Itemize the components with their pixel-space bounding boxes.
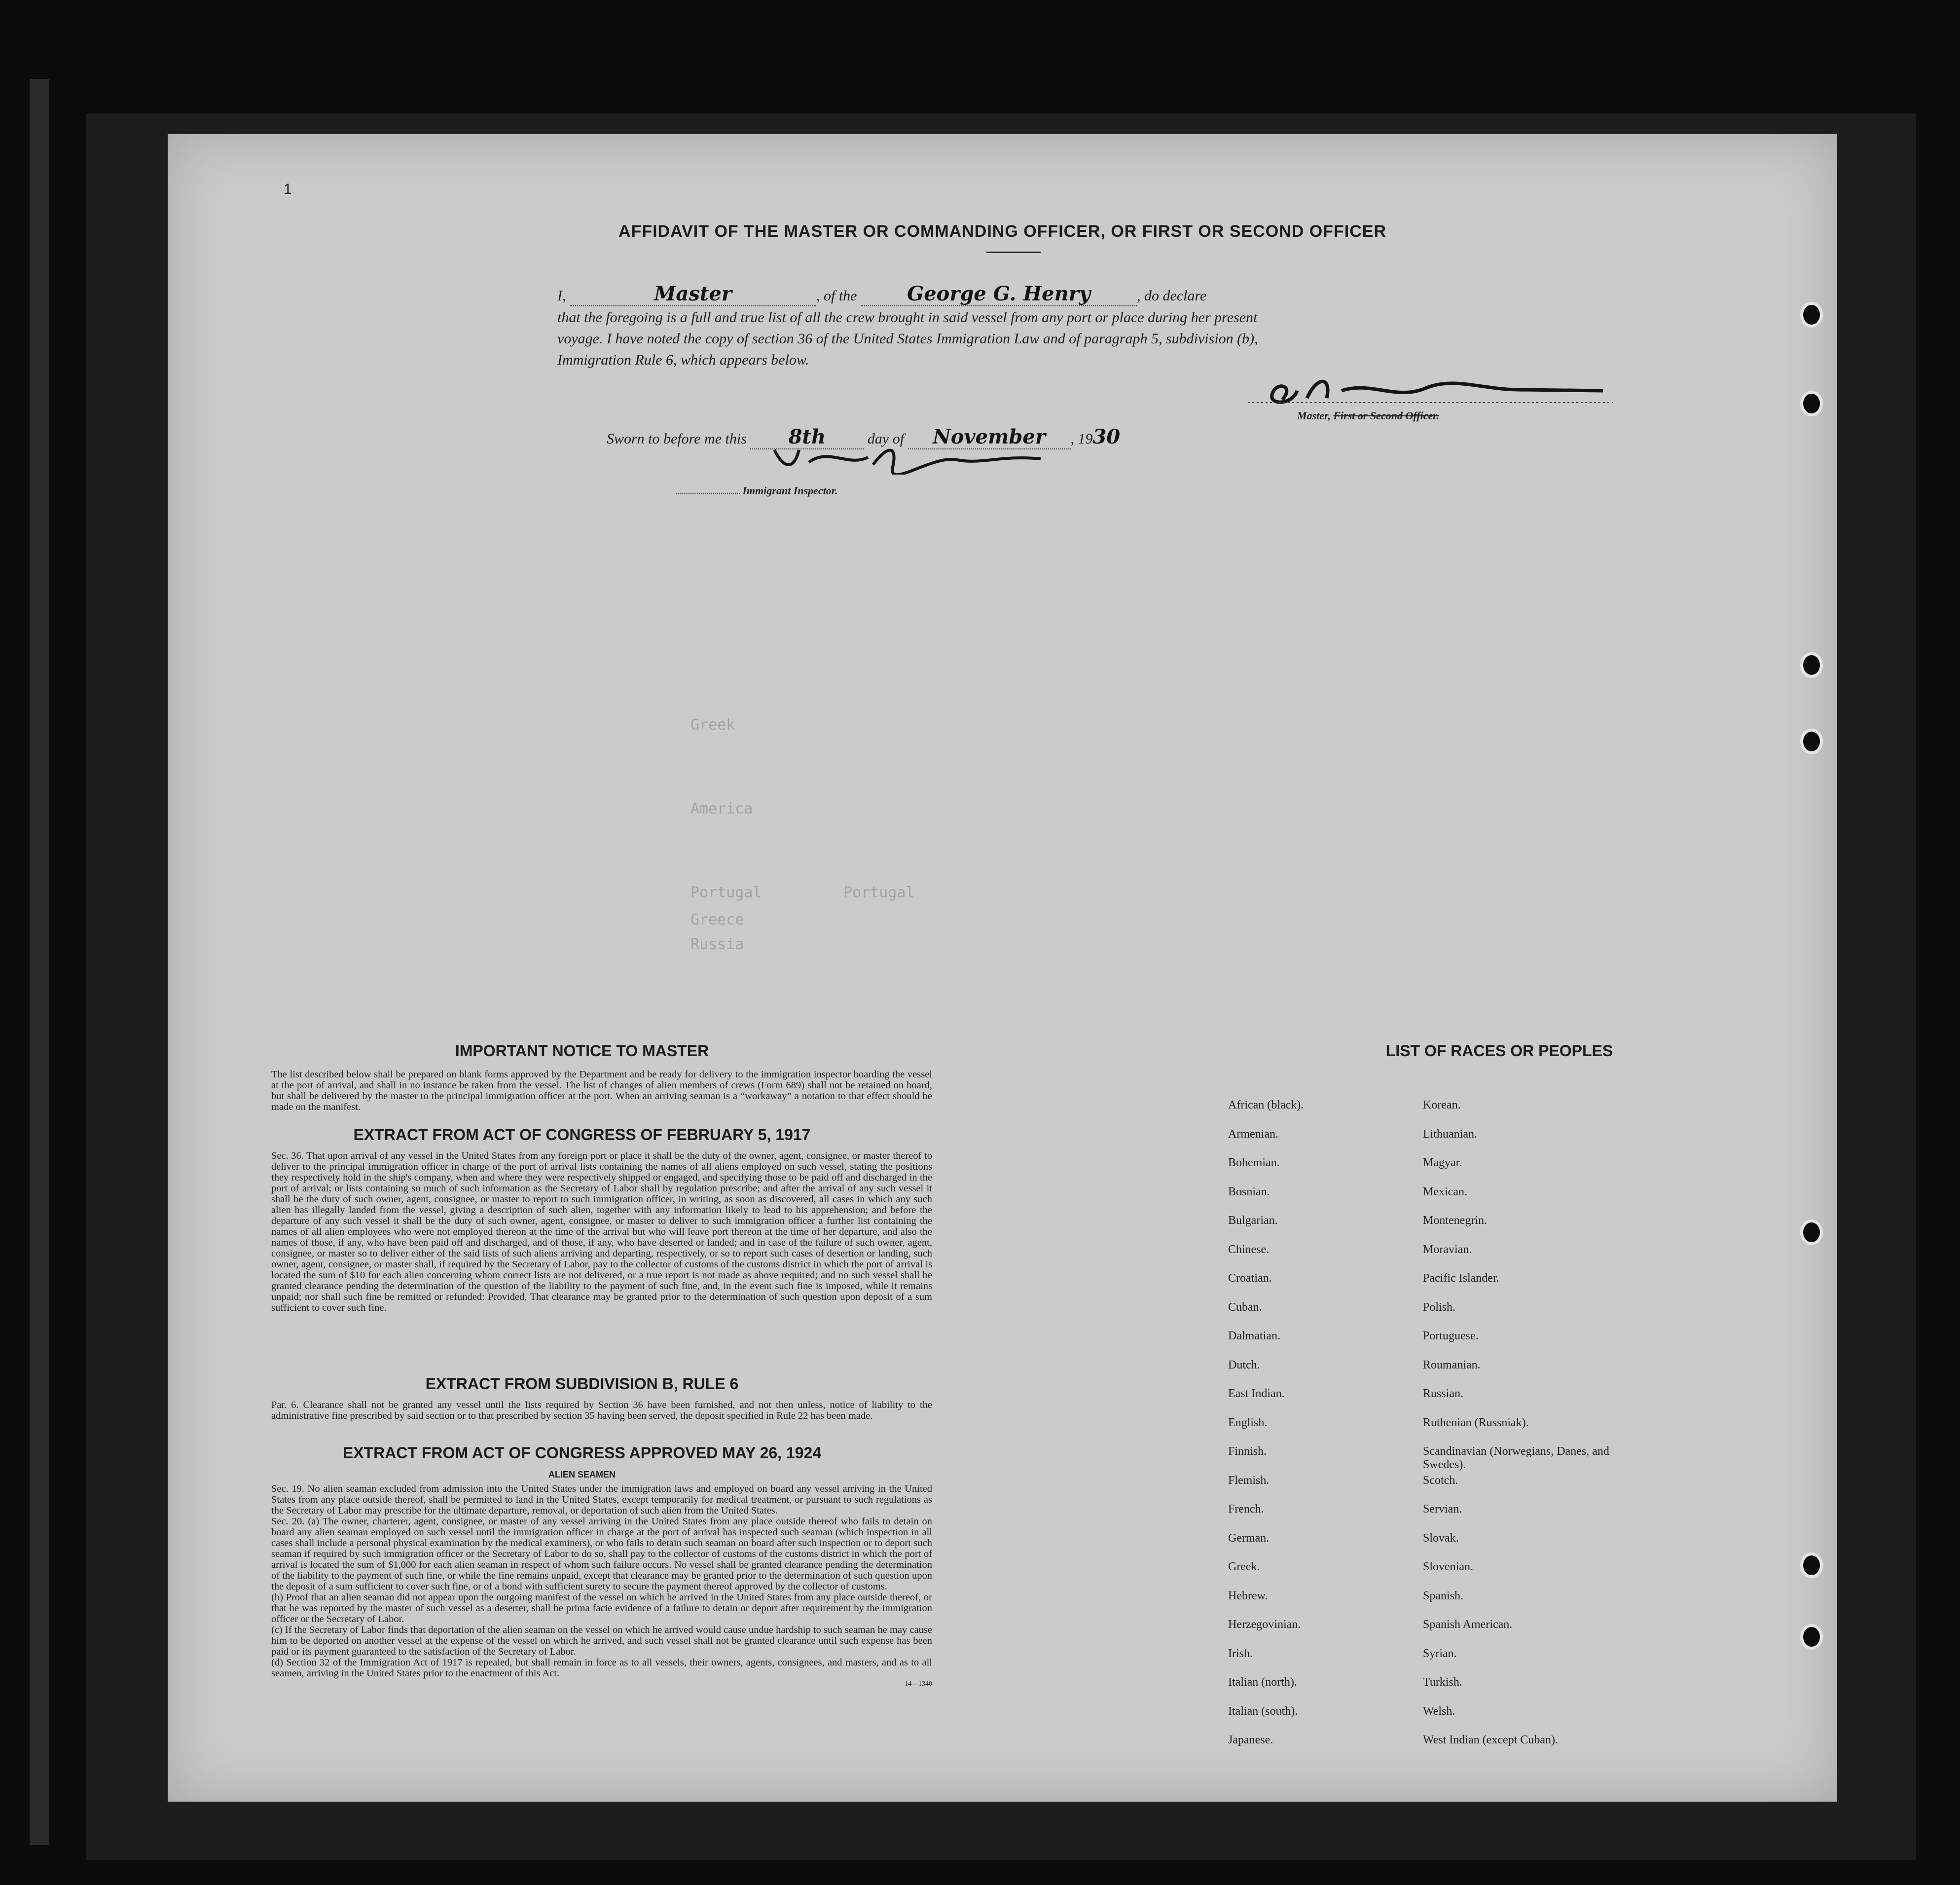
race-item: Scandinavian (Norwegians, Danes, and Swedes).	[1423, 1445, 1609, 1471]
title-rule	[986, 252, 1041, 253]
manifest-page	[168, 134, 1837, 1802]
affidavit-title: AFFIDAVIT OF THE MASTER OR COMMANDING OFFICER, OR FIRST OR SECOND OFFICER	[618, 222, 1386, 241]
extract-1917-text: Sec. 36. That upon arrival of any vessel in the United States from any foreign port or place it shall be the duty of the owner, agent, consignee, or master thereof to deliver to the principal immigration officer in charge of the port of arrival lists containing the names of all aliens employed on such vessel, stating the positions they respectively hold in the ship's company, when and where they were respectively shipped or engaged, and specifying those to be paid off and discharged in the port of arrival; or lists containing so much of such information as the Secretary of Labor shall by regulation prescribe; and after the arrival of any such vessel it shall be the duty of such owner, agent, consignee, or master to report to such immigration officer, in writing, as soon as discovered, all cases in which any such alien has illegally landed from the vessel, giving a description of such alien, together with any information likely to lead to his apprehension; and before the departure of any such vessel it shall be the duty of such owner, agent, consignee, or master to deliver to such immigration officer a further list containing the names of all alien employees who were not employed thereon at the time of the arrival but who will leave port thereon at the time of her departure, and also the names of those, if any, who have been paid off and discharged, and of those, if any, who have deserted or landed; and in case of the failure of such owner, agent, consignee, or master so to deliver either of the said lists of such aliens arriving and departing, respectively, or so to report such cases of desertion or landing, such owner, agent, consignee, or master shall, if required by the Secretary of Labor, pay to the collector of customs of the customs district in which the port of arrival is located the sum of $10 for each alien concerning whom correct lists are not delivered, or a true report is not made as above required; and no such vessel shall be granted clearance pending the determination of the question of the liability to the payment of such fine, and, in the event such fine is imposed, while it remains unpaid; nor shall such fine be remitted or refunded: Provided, That clearance may be granted prior to the determination of such question upon deposit of a sum sufficient to cover such fine.	[271, 1150, 932, 1313]
inspector-dotted-line	[676, 493, 740, 494]
form-code: 14—1340	[905, 1680, 932, 1688]
races-title: LIST OF RACES OR PEOPLES	[1385, 1042, 1613, 1060]
race-item: Mexican.	[1423, 1185, 1467, 1198]
race-item: Herzegovinian.	[1228, 1618, 1301, 1631]
race-item: Bulgarian.	[1228, 1214, 1278, 1227]
race-item: Roumanian.	[1423, 1359, 1481, 1371]
bleed-through-text: Portugal	[690, 884, 762, 901]
race-item: West Indian (except Cuban).	[1423, 1734, 1558, 1746]
binder-hole	[1800, 1552, 1823, 1578]
struck-officer-caption: First or Second Officer.	[1333, 409, 1440, 422]
race-item: Greek.	[1228, 1560, 1260, 1573]
race-item: Croatian.	[1228, 1272, 1272, 1285]
race-item: Italian (south).	[1228, 1705, 1298, 1718]
affidavit-i: I,	[557, 288, 566, 304]
sworn-day-handwritten: 8th	[750, 425, 864, 449]
sworn-month-handwritten: November	[908, 425, 1071, 449]
master-signature	[1248, 371, 1623, 410]
race-item: Italian (north).	[1228, 1676, 1297, 1689]
sec-20c: (c) If the Secretary of Labor finds that deportation of the alien seaman on the vessel on which he arrived would cause undue hardship to such seaman he may cause him to be deported on another vessel at the expense of the vessel on which he arrived, and such vessel shall not be granted clearance until such expense has been paid or its payment guaranteed to the satisfaction of the Secretary of Labor.	[271, 1625, 932, 1657]
sec-20b: (b) Proof that an alien seaman did not appear upon the outgoing manifest of the vessel on which he arrived in the United States from any place outside thereof, or that he was reported by the master of such vessel as a deserter, shall be prima facie evidence of a failure to detain or deport after requirement by the immigration officer or the Secretary of Labor.	[271, 1592, 932, 1625]
binder-hole	[1800, 652, 1823, 678]
of-the-text: , of the	[816, 288, 857, 304]
do-declare-text: , do declare	[1137, 288, 1207, 304]
race-item: Irish.	[1228, 1647, 1253, 1660]
race-item: Turkish.	[1423, 1676, 1462, 1689]
day-of-text: day of	[867, 431, 905, 447]
race-item: Japanese.	[1228, 1734, 1273, 1746]
rule6-text: Par. 6. Clearance shall not be granted any vessel until the lists required by Section 36 have been furnished, and not then unless, notice of liability to the administrative fine prescribed by said section or to that prescribed by section 35 having been served, the deposit specified in Rule 22 has been made.	[271, 1400, 932, 1421]
affidavit-line-2: that the foregoing is a full and true list of all the crew brought in said vessel from any port or place during her present	[557, 309, 1258, 326]
race-item: Slovak.	[1423, 1532, 1459, 1545]
race-item: Hebrew.	[1228, 1589, 1268, 1602]
race-item: Russian.	[1423, 1387, 1464, 1400]
race-item: Ruthenian (Russniak).	[1423, 1416, 1529, 1429]
race-item: Dutch.	[1228, 1359, 1260, 1371]
race-item: German.	[1228, 1532, 1270, 1545]
race-item: Syrian.	[1423, 1647, 1457, 1660]
bleed-through-text: Greece	[690, 911, 744, 928]
race-item: Polish.	[1423, 1301, 1456, 1314]
rule6-title: EXTRACT FROM SUBDIVISION B, RULE 6	[425, 1375, 739, 1393]
sec-19: Sec. 19. No alien seaman excluded from admission into the United States under the immigration laws and employed on board any vessel arriving in the United States from any place outside thereof, shall be permitted to land in the United States, except temporarily for medical treatment, or pursuant to such regulations as the Secretary of Labor may prescribe for the ultimate departure, removal, or deportation of such alien from the United States.	[271, 1483, 932, 1516]
scanner-edge-strip	[30, 79, 49, 1845]
bleed-through-text: Portugal	[843, 884, 915, 901]
race-item: French.	[1228, 1503, 1264, 1515]
race-item: Pacific Islander.	[1423, 1272, 1499, 1285]
signature-caption	[1297, 409, 1439, 422]
binder-hole	[1800, 302, 1823, 328]
race-item: Magyar.	[1423, 1156, 1462, 1169]
race-item: Flemish.	[1228, 1474, 1270, 1487]
extract-1917-title: EXTRACT FROM ACT OF CONGRESS OF FEBRUARY 5, 1917	[353, 1126, 811, 1144]
race-item: Lithuanian.	[1423, 1128, 1477, 1141]
race-item: Bohemian.	[1228, 1156, 1280, 1169]
notice-title: IMPORTANT NOTICE TO MASTER	[455, 1042, 709, 1060]
race-item: Moravian.	[1423, 1243, 1472, 1256]
race-item: Chinese.	[1228, 1243, 1270, 1256]
sec-20a: Sec. 20. (a) The owner, charterer, agent, consignee, or master of any vessel arriving in the United States from any place outside thereof who fails to detain on board any alien seaman employed on such vessel until the immigration officer in charge at the port of arrival has inspected such seaman (which inspection in all cases shall include a personal physical examination by the medical examiners), or who fails to detain such seaman on board after such inspection or to deport such seaman if required by such immigration officer or the Secretary of Labor to do so, shall pay to the collector of customs of the customs district in which the port of arrival is located the sum of $1,000 for each alien seaman in respect of whom such failure occurs. No vessel shall be granted clearance pending the determination of the liability to the payment of such fine, or while the fine remains unpaid, except that clearance may be granted prior to the determination of such question upon the deposit of a sum sufficient to cover such fine, or of a bond with sufficient surety to secure the payment thereof approved by the collector of customs.	[271, 1516, 932, 1592]
bleed-through-text: Russia	[690, 936, 744, 953]
binder-hole	[1800, 1220, 1823, 1245]
inspector-caption-line	[676, 484, 838, 497]
sworn-prefix: Sworn to before me this	[607, 431, 747, 447]
race-item: Montenegrin.	[1423, 1214, 1487, 1227]
race-item: Finnish.	[1228, 1445, 1267, 1458]
binder-hole	[1800, 391, 1823, 416]
alien-seamen-subtitle: ALIEN SEAMEN	[548, 1470, 616, 1479]
race-item: East Indian.	[1228, 1387, 1285, 1400]
affidavit-line-4: Immigration Rule 6, which appears below.	[557, 352, 809, 368]
extract-1924-title: EXTRACT FROM ACT OF CONGRESS APPROVED MAY 26, 1924	[342, 1444, 822, 1462]
race-item: Portuguese.	[1423, 1330, 1479, 1342]
master-caption: Master,	[1297, 409, 1334, 422]
notice-text: The list described below shall be prepared on blank forms approved by the Department and be ready for delivery to the immigration inspector boarding the vessel at the port of arrival, and shall in no instance be taken from the vessel. The list of changes of alien members of crews (Form 689) shall not be retained on board, but shall be delivered by the master to the principal immigration officer at the port. When an arriving seaman is a “workaway” a notation to that effect should be made on the manifest.	[271, 1069, 932, 1112]
binder-hole	[1800, 729, 1823, 754]
inspector-signature	[769, 440, 1046, 475]
race-item: Dalmatian.	[1228, 1330, 1280, 1342]
race-item: Korean.	[1423, 1099, 1461, 1111]
race-item: Scotch.	[1423, 1474, 1458, 1487]
race-item: Spanish American.	[1423, 1618, 1513, 1631]
bleed-through-text: America	[690, 800, 753, 817]
race-item: Slovenian.	[1423, 1560, 1473, 1573]
race-item: Bosnian.	[1228, 1185, 1270, 1198]
inspector-caption: Immigrant Inspector.	[742, 484, 838, 497]
sec-20d: (d) Section 32 of the Immigration Act of 1917 is repealed, but shall remain in force as to all vessels, their owners, agents, consignees, and masters, and as to all seamen, arriving in the United States prior to the enactment of this Act.	[271, 1657, 932, 1679]
master-handwritten: Master	[570, 282, 816, 306]
affidavit-line-1	[557, 282, 1692, 306]
bleed-through-text: Greek	[690, 716, 735, 734]
binder-hole	[1800, 1624, 1823, 1650]
race-item: Cuban.	[1228, 1301, 1262, 1314]
form-number: 1	[284, 181, 292, 197]
race-item: African (black).	[1228, 1099, 1304, 1111]
race-item: English.	[1228, 1416, 1268, 1429]
race-item: Spanish.	[1423, 1589, 1464, 1602]
race-item: Welsh.	[1423, 1705, 1455, 1718]
race-item: Armenian.	[1228, 1128, 1278, 1141]
year-handwritten: 30	[1092, 425, 1121, 448]
race-item: Servian.	[1423, 1503, 1462, 1515]
year-prefix: , 19	[1070, 431, 1093, 447]
extract-1924-sections	[271, 1483, 932, 1690]
vessel-name-handwritten: George G. Henry	[861, 282, 1137, 306]
affidavit-line-3: voyage. I have noted the copy of section 36 of the United States Immigration Law and of paragraph 5, subdivision (b),	[557, 331, 1258, 347]
